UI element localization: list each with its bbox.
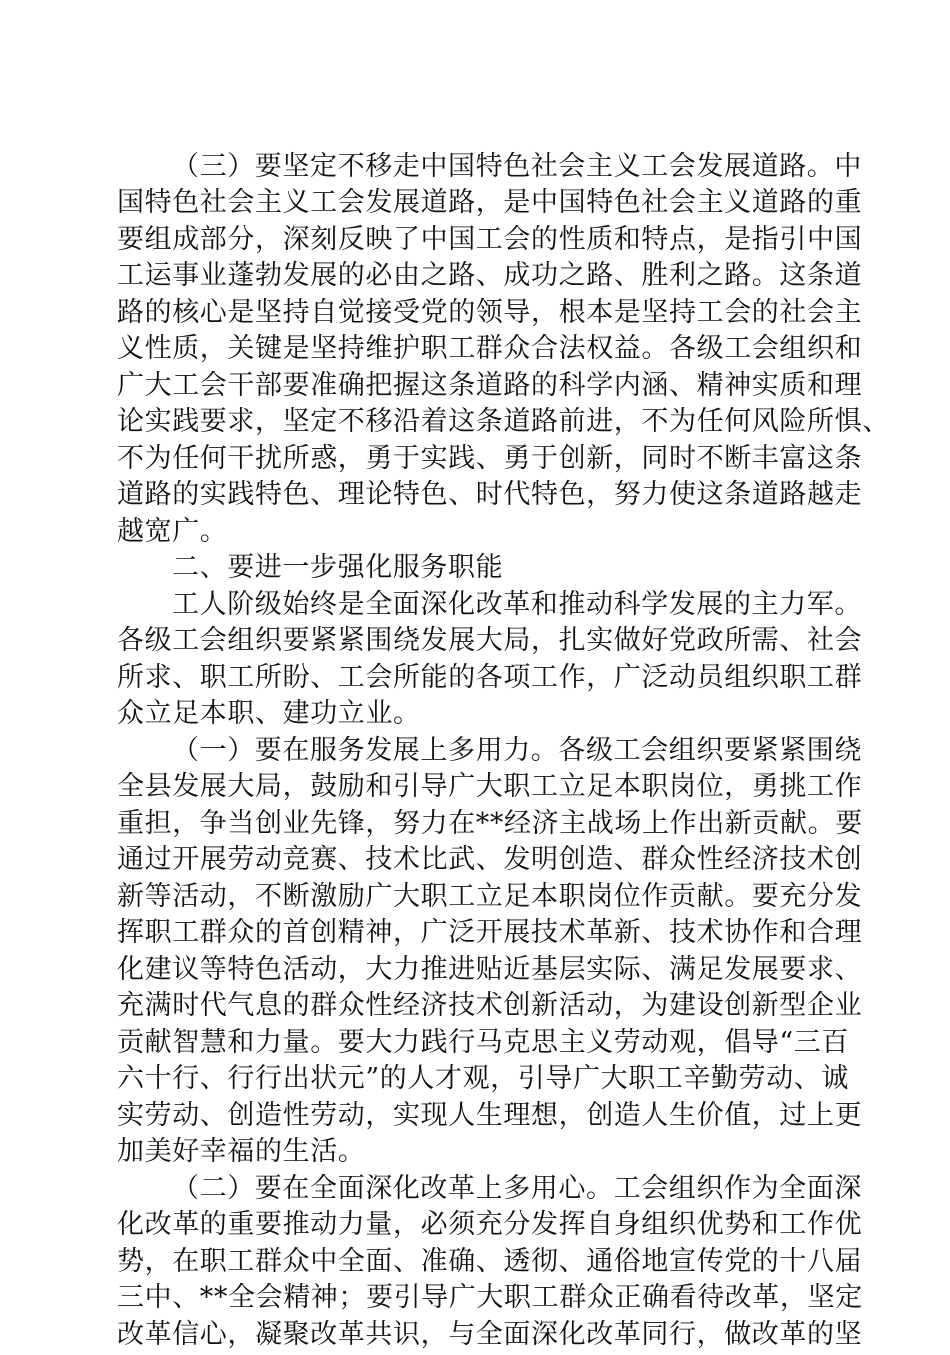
- text-line: 三中、**全会精神；要引导广大职工群众正确看待改革，坚定: [117, 1282, 863, 1313]
- text-line: （一）要在服务发展上多用力。各级工会组织要紧紧围绕: [172, 735, 862, 766]
- text-line: 国特色社会主义工会发展道路，是中国特色社会主义道路的重: [117, 187, 863, 218]
- text-line: 各级工会组织要紧紧围绕发展大局，扎实做好党政所需、社会: [117, 625, 863, 656]
- text-line: 充满时代气息的群众性经济技术创新活动，为建设创新型企业: [117, 990, 863, 1021]
- text-line: （三）要坚定不移走中国特色社会主义工会发展道路。中: [172, 151, 862, 182]
- text-line: 新等活动，不断激励广大职工立足本职岗位作贡献。要充分发: [117, 881, 863, 912]
- text-line: 工运事业蓬勃发展的必由之路、成功之路、胜利之路。这条道: [117, 260, 863, 291]
- text-line: 通过开展劳动竞赛、技术比武、发明创造、群众性经济技术创: [117, 844, 863, 875]
- text-line: 不为任何干扰所惑，勇于实践、勇于创新，同时不断丰富这条: [117, 443, 863, 474]
- text-line: 挥职工群众的首创精神，广泛开展技术革新、技术协作和合理: [117, 917, 863, 948]
- text-line: 工人阶级始终是全面深化改革和推动科学发展的主力军。: [172, 589, 862, 620]
- text-line: 越宽广。: [117, 516, 228, 547]
- text-line: 所求、职工所盼、工会所能的各项工作，广泛动员组织职工群: [117, 662, 863, 693]
- text-line: 六十行、行行出状元”的人才观，引导广大职工辛勤劳动、诚: [117, 1063, 850, 1094]
- text-line: 全县发展大局，鼓励和引导广大职工立足本职岗位，勇挑工作: [117, 771, 863, 802]
- section-heading: 二、要进一步强化服务职能: [172, 552, 504, 583]
- text-line: 化改革的重要推动力量，必须充分发挥自身组织优势和工作优: [117, 1209, 863, 1240]
- text-line: 路的核心是坚持自觉接受党的领导，根本是坚持工会的社会主: [117, 297, 863, 328]
- text-line: 重担，争当创业先锋，努力在**经济主战场上作出新贡献。要: [117, 808, 863, 839]
- text-line: 加美好幸福的生活。: [117, 1136, 366, 1167]
- text-line: 论实践要求，坚定不移沿着这条道路前进，不为任何风险所惧、: [117, 406, 890, 437]
- text-line: 众立足本职、建功立业。: [117, 698, 421, 729]
- text-line: 义性质，关键是坚持维护职工群众合法权益。各级工会组织和: [117, 333, 863, 364]
- text-line: 广大工会干部要准确把握这条道路的科学内涵、精神实质和理: [117, 370, 863, 401]
- text-line: （二）要在全面深化改革上多用心。工会组织作为全面深: [172, 1173, 862, 1204]
- text-line: 化建议等特色活动，大力推进贴近基层实际、满足发展要求、: [117, 954, 863, 985]
- text-line: 改革信心，凝聚改革共识，与全面深化改革同行，做改革的坚: [117, 1319, 863, 1350]
- text-line: 要组成部分，深刻反映了中国工会的性质和特点，是指引中国: [117, 224, 863, 255]
- text-line: 势，在职工群众中全面、准确、透彻、通俗地宣传党的十八届: [117, 1246, 863, 1277]
- text-line: 实劳动、创造性劳动，实现人生理想，创造人生价值，过上更: [117, 1100, 863, 1131]
- text-line: 贡献智慧和力量。要大力践行马克思主义劳动观，倡导“三百: [117, 1027, 850, 1058]
- text-line: 道路的实践特色、理论特色、时代特色，努力使这条道路越走: [117, 479, 863, 510]
